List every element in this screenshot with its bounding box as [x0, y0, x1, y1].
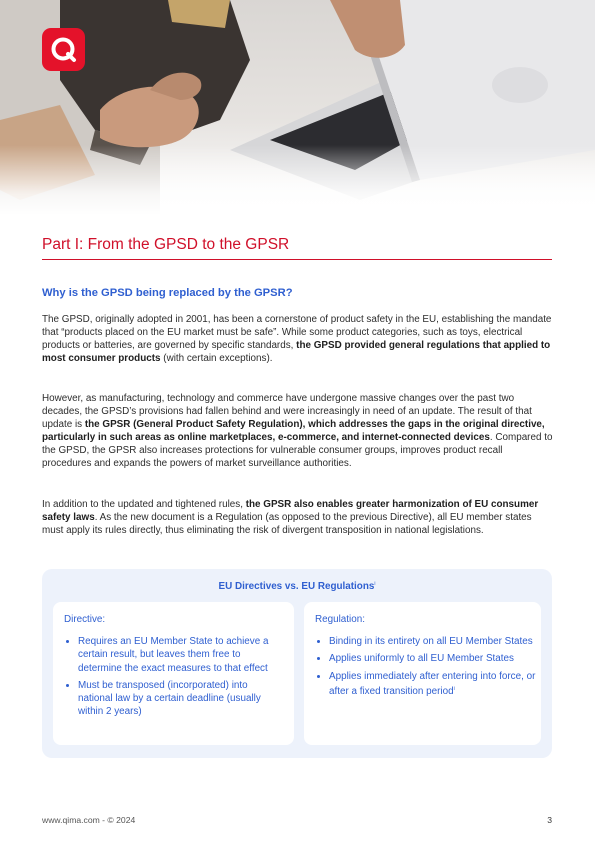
hero-fade-overlay — [0, 145, 595, 215]
regulation-heading: Regulation: — [315, 614, 365, 625]
paragraph-harmonization — [42, 498, 554, 537]
paragraph-text: However, as manufacturing, technology and commerce have undergone massive changes over the past two decades, the GPSD’s provisions had fallen behind and were increasingly in need of an update. The result of that update is — [42, 393, 532, 430]
list-item: • Binding in its entirety on all EU Member States — [329, 635, 536, 648]
paragraph-gpsr-update — [42, 392, 554, 470]
comparison-title-text: EU Directives vs. EU Regulations — [218, 581, 375, 592]
paragraph-text: (with certain exceptions). — [160, 353, 273, 364]
list-item — [329, 670, 536, 699]
footnote-marker: i — [374, 581, 376, 587]
paragraph-bold-text: the GPSR (General Product Safety Regulation), which addresses the gaps in the original directive, particularly in such areas as online marketplaces, e-commerce, and internet-connected devices — [42, 419, 545, 443]
regulation-list — [315, 635, 536, 702]
directive-heading: Directive: — [64, 614, 106, 625]
paragraph-text: The GPSD, originally adopted in 2001, has been a cornerstone of product safety in the EU, establishing the mandate that “products placed on the EU market must be safe”. While some product categories, such as toys, electrical products or batteries, are governed by specific standards, — [42, 314, 552, 351]
list-item: • Applies uniformly to all EU Member States — [329, 652, 536, 665]
regulation-card — [304, 602, 541, 745]
directive-card — [53, 602, 294, 745]
paragraph-text: . As the new document is a Regulation (as opposed to the previous Directive), all EU member states must apply its rules directly, thus eliminating the risk of divergent transposition in national legislations. — [42, 512, 532, 536]
directives-vs-regulations-box — [42, 569, 552, 758]
section-title: Part I: From the GPSD to the GPSR — [42, 236, 552, 260]
page-number: 3 — [547, 815, 552, 825]
hero-photo — [0, 0, 595, 215]
directive-list — [64, 635, 270, 723]
list-item: • Requires an EU Member State to achieve a certain result, but leaves them free to determine the exact measures to that effect — [78, 635, 270, 675]
list-item-text: Applies immediately after entering into force, or after a fixed transition period — [329, 670, 536, 697]
list-item: • Must be transposed (incorporated) into national law by a certain deadline (usually within 2 years) — [78, 679, 270, 719]
paragraph-text: In addition to the updated and tightened rules, — [42, 499, 246, 510]
paragraph-gpsd-history — [42, 313, 554, 365]
paragraph-bold-text: the GPSR also enables greater harmonization of EU consumer safety laws — [42, 499, 539, 523]
footnote-marker: i — [453, 685, 455, 692]
comparison-title — [42, 581, 552, 592]
section-subheading: Why is the GPSD being replaced by the GPSR? — [42, 287, 293, 299]
qima-logo-icon — [42, 28, 85, 71]
footer-website: www.qima.com - © 2024 — [42, 815, 136, 825]
paragraph-text: . Compared to the GPSD, the GPSR also increases protections for vulnerable consumer groups, improves product recall procedures and expands the powers of market surveillance authorities. — [42, 432, 553, 469]
paragraph-bold-text: the GPSD provided general regulations that applied to most consumer products — [42, 340, 551, 364]
